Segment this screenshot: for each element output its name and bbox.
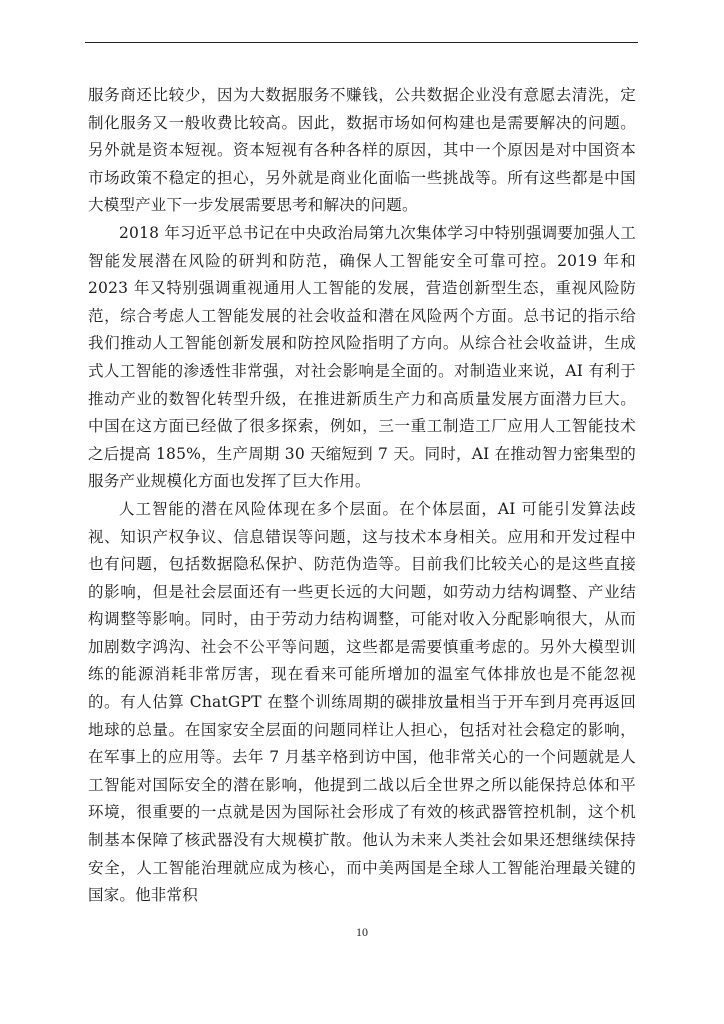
paragraph-continuation: 服务商还比较少，因为大数据服务不赚钱，公共数据企业没有意愿去清洗，定制化服务又一般收费比较高。因此，数据市场如何构建也是需要解决的问题。另外就是资本短视。资本短视有各种各样的原因，其中一个原因是对中国资本市场政策不稳定的担心，另外就是商业化面临一些挑战等。所有这些都是中国大模型产业下一步发展需要思考和解决的问题。 (88, 86, 636, 215)
paragraph-ai-policy: 2018 年习近平总书记在中央政治局第九次集体学习中特别强调要加强人工智能发展潜在风险的研判和防范，确保人工智能安全可靠可控。2019 年和 2023 年又特别强调重视通用人工智能的发展，营造创新型生态，重视风险防范，综合考虑人工智能发展的社会收益和潜在风险两个方面。总书记的指示给我们推动人工智能创新发展和防控风险指明了方向。从综合社会收益讲，生成式人工智能的渗透性非常强，对社会影响是全面的。对制造业来说，AI 有利于推动产业的数智化转型升级，在推进新质生产力和高质量发展方面潜力巨大。中国在这方面已经做了很多探索，例如，三一重工制造工厂应用人工智能技术之后提高 185%，生产周期 30 天缩短到 7 天。同时，AI 在推动智力密集型的服务产业规模化方面也发挥了巨大作用。 (88, 223, 636, 491)
paragraph-ai-risks: 人工智能的潜在风险体现在多个层面。在个体层面，AI 可能引发算法歧视、知识产权争议、信息错误等问题，这与技术本身相关。应用和开发过程中也有问题，包括数据隐私保护、防范伪造等。目前我们比较关心的是这些直接的影响，但是社会层面还有一些更长远的大问题，如劳动力结构调整、产业结构调整等影响。同时，由于劳动力结构调整，可能对收入分配影响很大，从而加剧数字鸿沟、社会不公平等问题，这些都是需要慎重考虑的。另外大模型训练的能源消耗非常厉害，现在看来可能所增加的温室气体排放也是不能忽视的。有人估算 ChatGPT 在整个训练周期的碳排放量相当于开车到月亮再返回地球的总量。在国家安全层面的问题同样让人担心，包括对社会稳定的影响，在军事上的应用等。去年 7 月基辛格到访中国，他非常关心的一个问题就是人工智能对国际安全的潜在影响，他提到二战以后全世界之所以能保持总体和平环境，很重要的一点就是因为国际社会形成了有效的核武器管控机制，这个机制基本保障了核武器没有大规模扩散。他认为未来人类社会如果还想继续保持安全，人工智能治理就应成为核心，而中美两国是全球人工智能治理最关键的国家。他非常积 (88, 499, 636, 905)
page-body (88, 82, 636, 910)
page-number: 10 (356, 925, 368, 939)
header-rule (85, 42, 638, 43)
